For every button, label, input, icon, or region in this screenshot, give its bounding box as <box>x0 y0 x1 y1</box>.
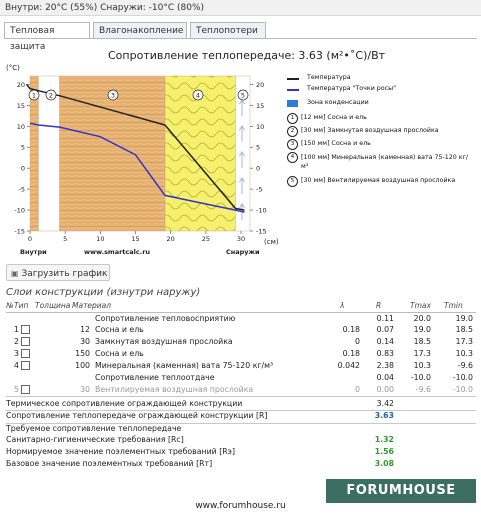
tab-heat-loss[interactable] <box>190 22 266 38</box>
row-thickness: 30 <box>80 385 90 394</box>
row-num: 3 <box>14 349 19 358</box>
x-tick-label: 25 <box>201 235 210 243</box>
summary-row <box>6 424 476 435</box>
watermark-label: www.smartcalc.ru <box>84 248 151 256</box>
legend-label: [150 мм] Сосна и ель <box>301 140 371 147</box>
header-num: № <box>6 301 14 310</box>
footer-url[interactable]: www.forumhouse.ru <box>195 501 286 511</box>
row-r: 0.83 <box>376 349 394 358</box>
legend-label: [12 мм] Сосна и ель <box>301 114 367 121</box>
load-chart-button[interactable] <box>6 264 110 281</box>
row-thickness: 150 <box>75 349 90 358</box>
y-tick-label: -15 <box>14 227 25 236</box>
row-num: 5 <box>14 385 19 394</box>
legend-swatch <box>287 100 298 107</box>
row-r: 2.38 <box>376 361 394 370</box>
row-tmax: 17.3 <box>413 349 431 358</box>
legend-swatch <box>287 89 299 91</box>
legend-label: [30 мм] Замкнутая воздушная прослойка <box>301 127 439 134</box>
summary-value: 3.08 <box>374 459 394 468</box>
row-material: Сопротивление теплоотдаче <box>95 373 215 382</box>
row-tmin: 18.5 <box>455 325 473 334</box>
table-row <box>6 361 476 372</box>
summary-label: Базовое значение поэлементных требований [Rт] <box>6 459 213 468</box>
row-tmin: -10.0 <box>452 373 473 382</box>
y-tick-label: 5 <box>20 143 25 152</box>
y-tick-label: 0 <box>20 164 25 173</box>
y-right-tick-label: -5 <box>256 185 263 194</box>
layer-number-badge: 5 <box>287 176 298 187</box>
legend-label: Зона конденсации <box>307 99 369 106</box>
layer-badge-label: 3 <box>110 91 116 100</box>
row-material: Сопротивление тепловосприятию <box>95 314 236 323</box>
row-material: Замкнутая воздушная прослойка <box>95 337 233 346</box>
x-tick-label: 10 <box>96 235 105 243</box>
row-material: Минеральная (каменная) вата 75-120 кг/м³ <box>95 361 274 370</box>
tab-divider <box>4 38 477 39</box>
row-lambda: 0.18 <box>342 325 360 334</box>
load-chart-label: Загрузить график <box>21 269 108 279</box>
summary-label: Требуемое сопротивление теплопередаче <box>6 424 182 433</box>
y-tick-label: 20 <box>16 80 25 89</box>
table-row <box>6 314 476 325</box>
row-material: Сосна и ель <box>95 325 144 334</box>
row-num: 2 <box>14 337 19 346</box>
row-tmin: -9.6 <box>457 361 473 370</box>
y-axis <box>14 81 30 236</box>
x-tick-label: 0 <box>27 235 33 243</box>
table-row <box>6 349 476 360</box>
summary-value: 1.56 <box>374 447 394 456</box>
tab-thermal-protection[interactable] <box>4 22 90 52</box>
temperature-chart <box>0 56 285 261</box>
row-tmin: 17.3 <box>455 337 473 346</box>
summary-label: Термическое сопротивление ограждающей конструкции <box>6 399 243 408</box>
y-tick-label: 15 <box>16 101 25 110</box>
legend-swatch <box>287 78 299 80</box>
resistance-title: Сопротивление теплопередаче: 3.63 (м²•˚C)/Вт <box>108 49 386 62</box>
row-material: Сосна и ель <box>95 349 144 358</box>
legend-label: Температура <box>307 74 351 81</box>
layer-number-badge: 4 <box>287 152 298 163</box>
row-checkbox[interactable] <box>20 325 30 335</box>
row-num: 4 <box>14 361 19 370</box>
outside-label: Снаружи <box>226 248 260 256</box>
row-tmax: 10.3 <box>413 361 431 370</box>
table-row <box>6 385 476 396</box>
row-checkbox[interactable] <box>20 385 30 395</box>
row-checkbox[interactable] <box>20 337 30 347</box>
x-tick-label: 20 <box>166 235 175 243</box>
summary-value: 1.32 <box>374 435 394 444</box>
layer-number-badge: 1 <box>287 113 298 124</box>
section-title: Слои конструкции (изнутри наружу) <box>6 287 201 298</box>
y-tick-label: 10 <box>16 122 25 131</box>
summary-value: 3.63 <box>374 411 394 420</box>
header-material: Материал <box>72 301 112 310</box>
layer-number-badge: 3 <box>287 139 298 150</box>
image-icon: ▣ <box>11 269 19 278</box>
row-tmax: 19.0 <box>413 325 431 334</box>
row-checkbox[interactable] <box>20 361 30 371</box>
y-tick-label: -10 <box>14 206 25 215</box>
header-lambda: λ <box>340 301 345 310</box>
legend-label: [100 мм] Минеральная (каменная) вата 75-120 кг/м³ <box>301 154 469 170</box>
y-right-tick-label: -15 <box>256 227 267 236</box>
layer-badge-label: 1 <box>31 91 37 100</box>
table-row <box>6 325 476 336</box>
y-right-tick-label: 0 <box>256 164 261 173</box>
layer-badge-label: 4 <box>195 91 201 100</box>
forumhouse-logo: FORUMHOUSE <box>326 479 476 503</box>
summary-label: Санитарно-гигиенические требования [Rс] <box>6 435 184 444</box>
tab-label: Тепловая защита <box>10 26 55 52</box>
row-thickness: 100 <box>75 361 90 370</box>
tab-label: Влагонакопление <box>99 26 184 36</box>
y-right-tick-label: -10 <box>256 206 267 215</box>
y-right-tick-label: 10 <box>256 122 265 131</box>
tab-moisture[interactable] <box>93 22 187 38</box>
layer-badge-label: 2 <box>48 91 54 100</box>
x-tick-label: 5 <box>63 235 68 243</box>
row-tmax: 20.0 <box>413 314 431 323</box>
row-material: Вентилируемая воздушная прослойка <box>95 385 254 394</box>
summary-row <box>6 411 476 422</box>
header-tmax: Tmax <box>410 301 431 310</box>
row-thickness: 30 <box>80 337 90 346</box>
table-row <box>6 337 476 348</box>
row-tmin: 10.3 <box>455 349 473 358</box>
table-divider <box>6 396 476 397</box>
row-thickness: 12 <box>80 325 90 334</box>
summary-value: 3.42 <box>376 399 394 408</box>
summary-label: Нормируемое значение поэлементных требований [Rэ] <box>6 447 236 456</box>
wall-layers <box>30 76 250 231</box>
conditions-text: Внутри: 20°C (55%) Снаружи: -10°C (80%) <box>5 3 205 13</box>
legend-label: Температура "Точки росы" <box>307 85 396 92</box>
row-r: 0.11 <box>376 314 394 323</box>
row-tmax: -9.6 <box>415 385 431 394</box>
row-tmax: 18.5 <box>413 337 431 346</box>
row-lambda: 0 <box>355 337 360 346</box>
y-tick-label: -5 <box>18 185 25 194</box>
x-tick-label: 30 <box>236 235 246 243</box>
row-checkbox[interactable] <box>20 349 30 359</box>
layer-badge-label: 5 <box>240 91 246 100</box>
conditions-bar <box>0 0 481 16</box>
row-r: 0.14 <box>376 337 394 346</box>
row-tmin: 19.0 <box>455 314 473 323</box>
table-row <box>6 373 476 384</box>
inside-label: Внутри <box>20 248 47 256</box>
layers-table-header <box>6 301 476 313</box>
x-axis <box>28 231 245 243</box>
y-right-tick-label: 20 <box>256 80 265 89</box>
x-unit-label: (см) <box>264 238 279 246</box>
header-r: R <box>376 301 382 310</box>
y-right-tick-label: 15 <box>256 101 265 110</box>
legend-label: [30 мм] Вентилируемая воздушная прослойка <box>301 177 456 184</box>
summary-row <box>6 459 476 470</box>
row-tmin: -10.0 <box>452 385 473 394</box>
header-tmin: Tmin <box>444 301 463 310</box>
layer-number-badge: 2 <box>287 126 298 137</box>
header-type: Тип <box>14 301 29 310</box>
y-axis-right <box>250 81 267 236</box>
row-lambda: 0.18 <box>342 349 360 358</box>
row-r: 0.00 <box>376 385 394 394</box>
row-r: 0.04 <box>376 373 394 382</box>
header-thickness: Толщина <box>35 301 71 310</box>
row-lambda: 0.042 <box>337 361 360 370</box>
tab-label: Теплопотери <box>196 26 258 36</box>
y-unit-label: (°C) <box>6 64 20 72</box>
row-r: 0.07 <box>376 325 394 334</box>
summary-label: Сопротивление теплопередаче ограждающей конструкции [R] <box>6 411 268 420</box>
summary-row <box>6 399 476 410</box>
row-lambda: 0 <box>355 385 360 394</box>
summary-row <box>6 447 476 458</box>
row-num: 1 <box>14 325 19 334</box>
row-tmax: -10.0 <box>410 373 431 382</box>
y-right-tick-label: 5 <box>256 143 261 152</box>
x-tick-label: 15 <box>131 235 140 243</box>
summary-row <box>6 435 476 446</box>
